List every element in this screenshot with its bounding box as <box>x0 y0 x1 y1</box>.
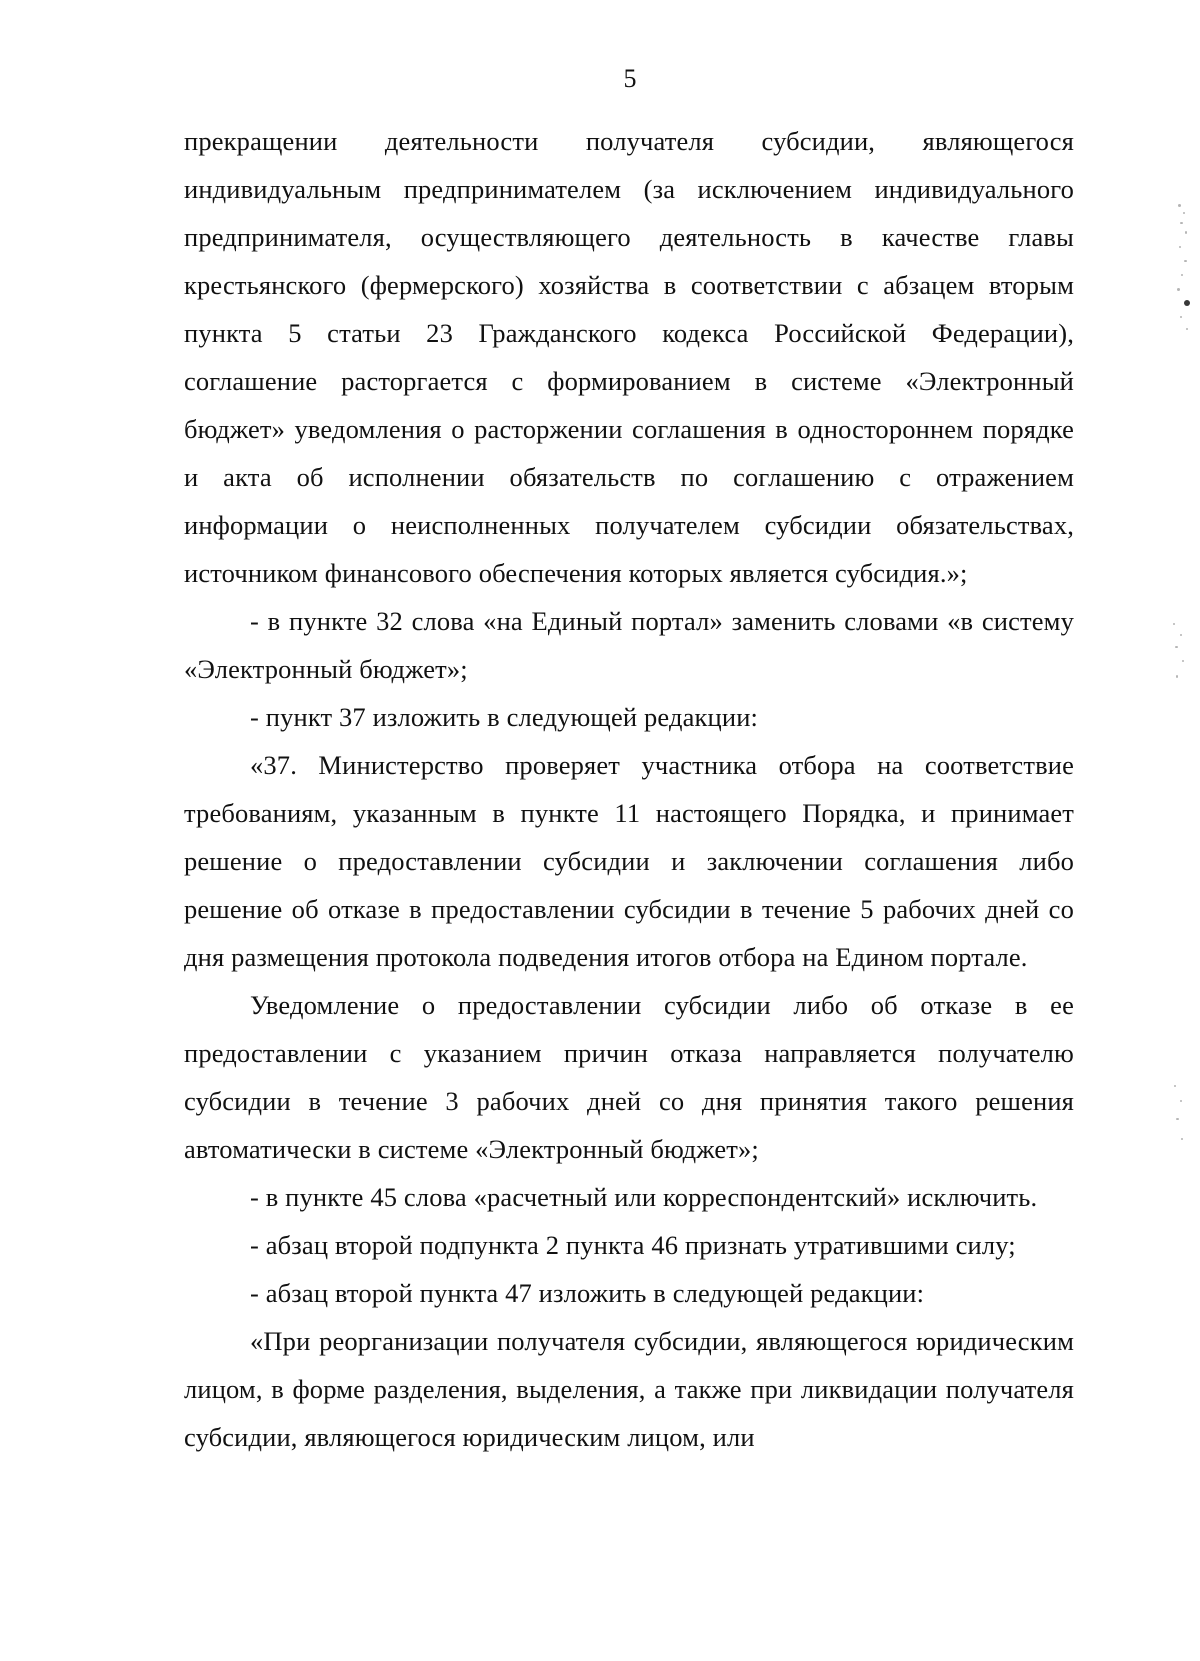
paragraph-item-37-text: «37. Министерство проверяет участника отбора на соответствие требованиям, указанным в пункте 11 настоящего Порядка, и принимает решение о предоставлении субсидии и заключении соглашения либо решение об отказе в предоставлении субсидии в течение 5 рабочих дней со дня размещения протокола подведения итогов отбора на Едином портале. <box>184 750 1074 972</box>
paragraph-continuation: прекращении деятельности получателя субсидии, являющегося индивидуальным предпринимателем (за исключением индивидуального предпринимателя, осуществляющего деятельность в качестве главы крестьянского (фермерского) хозяйства в соответствии с абзацем вторым пункта 5 статьи 23 Гражданского кодекса Российской Федерации), соглашение расторгается с формированием в системе «Электронный бюджет» уведомления о расторжении соглашения в одностороннем порядке и акта об исполнении обязательств по соглашению с отражением информации о неисполненных получателем субсидии обязательствах, источником финансового обеспечения которых является субсидия.»; <box>184 126 1074 588</box>
paragraph-notification: Уведомление о предоставлении субсидии либо об отказе в ее предоставлении с указанием причин отказа направляется получателю субсидии в течение 3 рабочих дней со дня принятия такого решения автоматически в системе «Электронный бюджет»; <box>184 990 1074 1164</box>
paragraph-item-32: - в пункте 32 слова «на Единый портал» заменить словами «в систему «Электронный бюджет»; <box>184 606 1074 684</box>
scan-noise-mark <box>1170 620 1188 690</box>
paragraph-item-47-text: «При реорганизации получателя субсидии, являющегося юридическим лицом, в форме разделения, выделения, а также при ликвидации получателя субсидии, являющегося юридическим лицом, или <box>184 1326 1074 1452</box>
paragraph-item-45: - в пункте 45 слова «расчетный или корреспондентский» исключить. <box>250 1182 1038 1212</box>
paragraph-item-47-intro: - абзац второй пункта 47 изложить в следующей редакции: <box>250 1278 925 1308</box>
paragraph-item-37-intro: - пункт 37 изложить в следующей редакции: <box>250 702 759 732</box>
page-number: 5 <box>623 64 637 93</box>
paragraph-item-46: - абзац второй подпункта 2 пункта 46 признать утратившими силу; <box>250 1230 1016 1260</box>
scan-noise-mark <box>1172 1080 1186 1160</box>
document-body <box>184 117 1074 1461</box>
scan-noise-mark <box>1176 200 1190 340</box>
